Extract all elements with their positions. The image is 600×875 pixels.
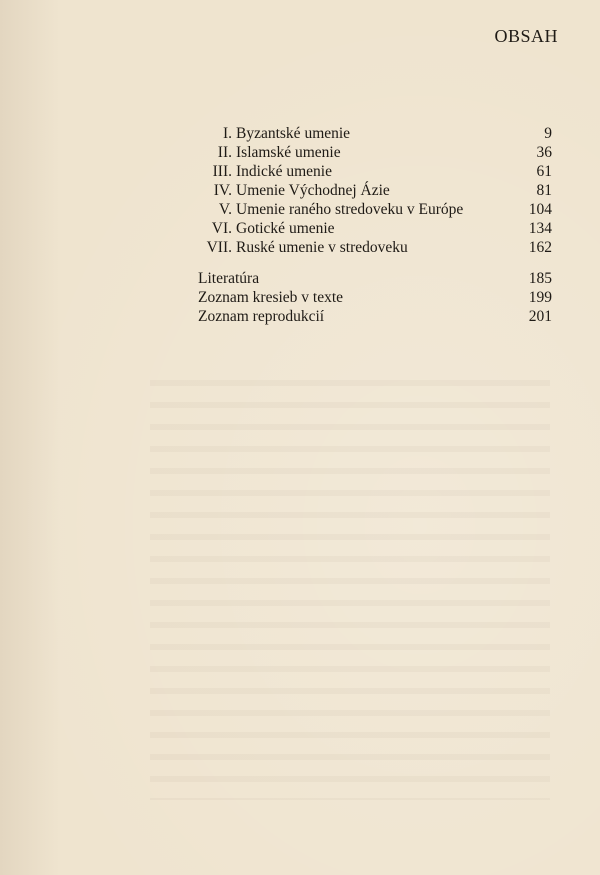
- chapter-numeral: IV.: [213, 182, 232, 199]
- page-number: 9: [544, 125, 552, 142]
- toc-row-literatura: [198, 269, 552, 288]
- page-number: 185: [528, 270, 552, 287]
- appendix-title: Literatúra: [198, 270, 260, 287]
- page-title: OBSAH: [494, 26, 558, 46]
- show-through-texture: [150, 380, 550, 800]
- chapter-title: Gotické umenie: [236, 220, 335, 237]
- chapter-numeral: VII.: [206, 239, 232, 256]
- chapter-title: Byzantské umenie: [236, 125, 351, 142]
- chapter-numeral: III.: [212, 163, 232, 180]
- chapter-title: Indické umenie: [236, 163, 332, 180]
- chapter-numeral: VI.: [211, 220, 232, 237]
- chapter-numeral: I.: [222, 125, 232, 142]
- toc-row-chapter-3: [198, 162, 552, 181]
- page-number: 61: [536, 163, 552, 180]
- chapter-numeral: II.: [217, 144, 232, 161]
- page-number: 162: [528, 239, 552, 256]
- appendix-title: Zoznam reprodukcií: [198, 308, 325, 325]
- toc-row-chapter-4: [198, 181, 552, 200]
- toc-row-chapter-1: [198, 124, 552, 143]
- page-number: 36: [536, 144, 552, 161]
- table-of-contents: [198, 124, 552, 326]
- appendix-title: Zoznam kresieb v texte: [198, 289, 344, 306]
- page-number: 134: [528, 220, 552, 237]
- chapter-title: Umenie raného stredoveku v Európe: [236, 201, 464, 218]
- section-gap: [198, 257, 552, 269]
- page-number: 201: [528, 308, 552, 325]
- page-number: 104: [528, 201, 552, 218]
- page-number: 199: [528, 289, 552, 306]
- chapter-title: Islamské umenie: [236, 144, 341, 161]
- toc-row-chapter-7: [198, 238, 552, 257]
- chapter-numeral: V.: [218, 201, 232, 218]
- toc-row-chapter-5: [198, 200, 552, 219]
- toc-row-chapter-6: [198, 219, 552, 238]
- chapter-title: Umenie Východnej Ázie: [236, 182, 390, 199]
- toc-row-zoznam-kresieb: [198, 288, 552, 307]
- chapter-title: Ruské umenie v stredoveku: [236, 239, 408, 256]
- toc-row-zoznam-reprodukcii: [198, 307, 552, 326]
- page-number: 81: [536, 182, 552, 199]
- toc-row-chapter-2: [198, 143, 552, 162]
